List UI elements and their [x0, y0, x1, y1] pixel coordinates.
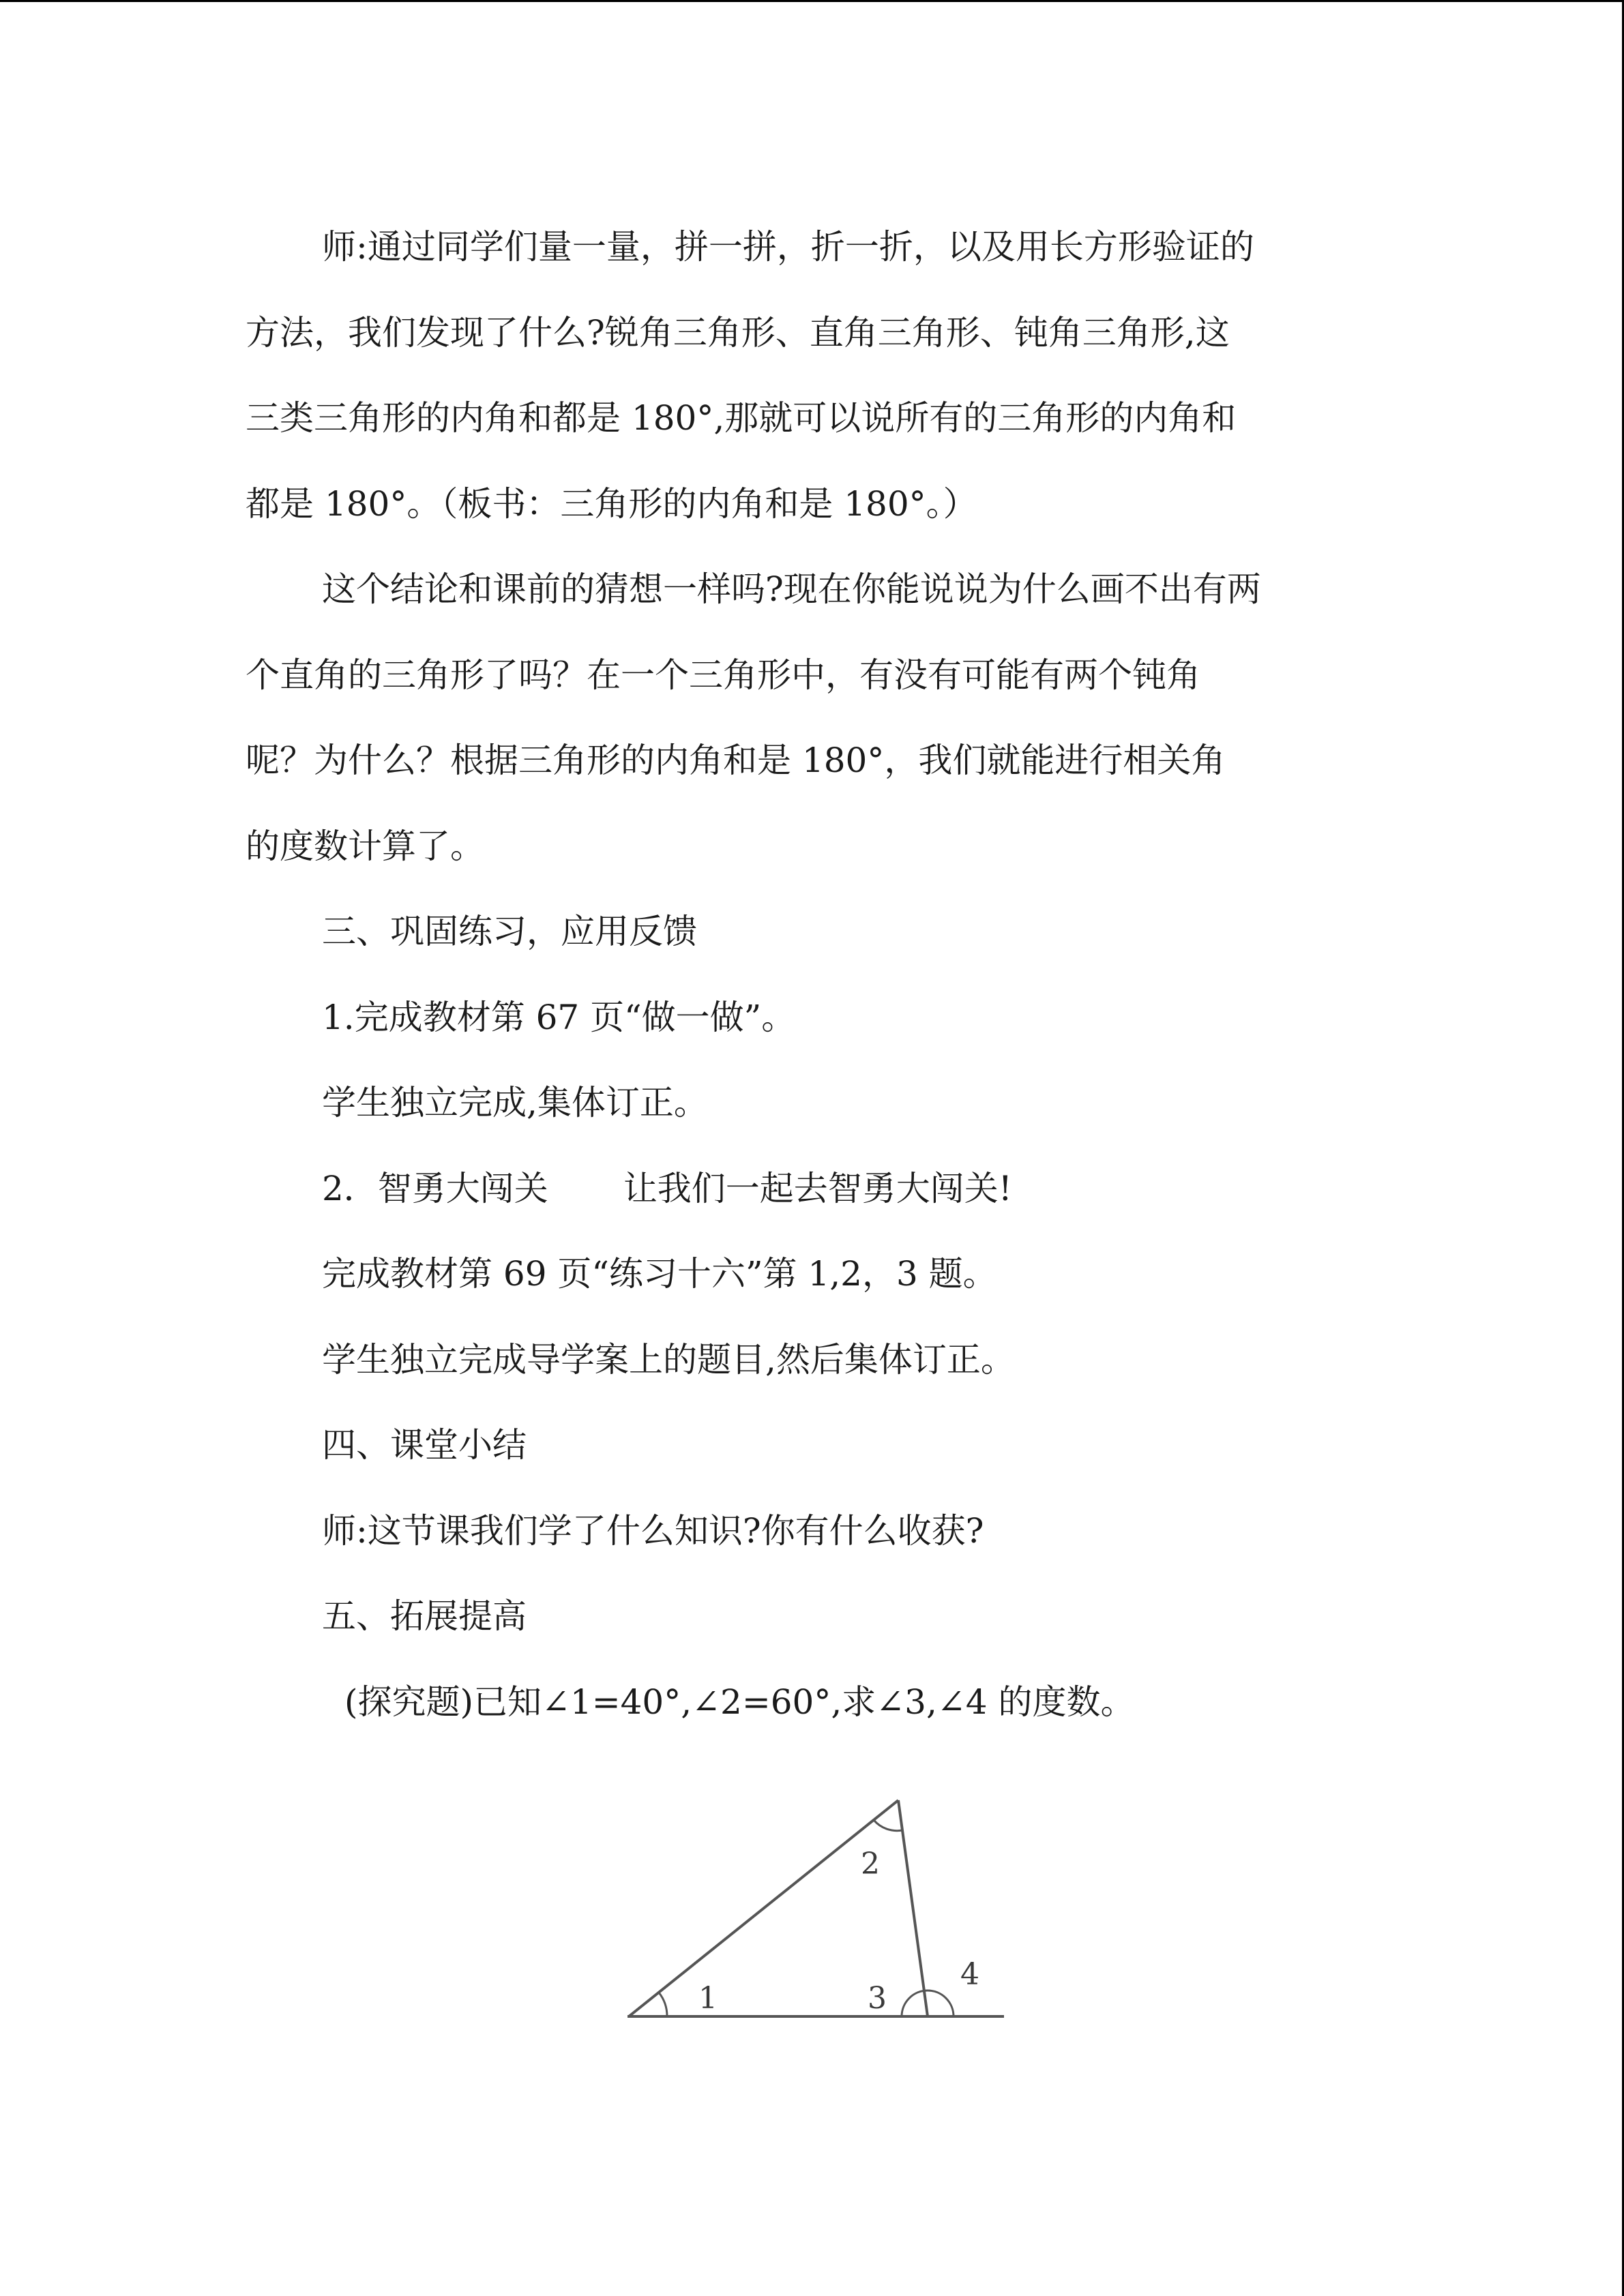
- angle-1-label: 1: [698, 1981, 718, 2016]
- triangle-right-side: [898, 1800, 928, 2016]
- document-body: [246, 205, 1378, 1745]
- paragraph-line: 呢？为什么？根据三角形的内角和是 180°，我们就能进行相关角: [246, 741, 1226, 780]
- angle-2-arc: [874, 1820, 902, 1831]
- practice-item-2-note: 学生独立完成导学案上的题目,然后集体订正。: [322, 1339, 1015, 1380]
- section-heading-extension: 五、拓展提高: [322, 1596, 527, 1636]
- angle-1-arc: [659, 1993, 667, 2016]
- triangle-figure: [614, 1780, 1023, 2039]
- practice-item-1: 1.完成教材第 67 页“做一做”。: [322, 997, 796, 1037]
- angle-4-label: 4: [960, 1957, 979, 1992]
- paragraph-question: [246, 547, 1378, 889]
- paragraph-line: 三类三角形的内角和都是 180°,那就可以说所有的三角形的内角和: [246, 398, 1237, 438]
- paragraph-line: 方法，我们发现了什么?锐角三角形、直角三角形、钝角三角形,这: [246, 312, 1230, 353]
- practice-item-2-text: 让我们一起去智勇大闯关!: [623, 1168, 1012, 1208]
- angle-2-label: 2: [861, 1847, 880, 1881]
- section-heading-summary: 四、课堂小结: [322, 1425, 527, 1465]
- page-border-top: [0, 0, 1624, 2]
- triangle-left-side: [629, 1800, 898, 2016]
- practice-item-2-task: 完成教材第 69 页“练习十六”第 1,2，3 题。: [322, 1254, 997, 1294]
- paragraph-line: 这个结论和课前的猜想一样吗?现在你能说说为什么画不出有两: [322, 569, 1261, 609]
- extension-problem: (探究题)已知∠1=40°,∠2=60°,求∠3,∠4 的度数。: [344, 1682, 1135, 1722]
- summary-text: 师:这节课我们学了什么知识?你有什么收获?: [322, 1510, 984, 1551]
- paragraph-line: 个直角的三角形了吗？在一个三角形中，有没有可能有两个钝角: [246, 655, 1200, 695]
- practice-item-2: [246, 1146, 1378, 1232]
- angle-3-label: 3: [868, 1981, 887, 2016]
- paragraph-line: 都是 180°。（板书：三角形的内角和是 180°。）: [246, 483, 977, 524]
- practice-item-2-title: 2．智勇大闯关: [322, 1168, 548, 1208]
- paragraph-conclusion: [246, 205, 1378, 547]
- paragraph-line: 师:通过同学们量一量，拼一拼，折一折，以及用长方形验证的: [322, 227, 1254, 267]
- practice-item-1-note: 学生独立完成,集体订正。: [322, 1083, 708, 1122]
- section-heading-practice: 三、巩固练习，应用反馈: [322, 912, 697, 951]
- paragraph-line: 的度数计算了。: [246, 826, 484, 866]
